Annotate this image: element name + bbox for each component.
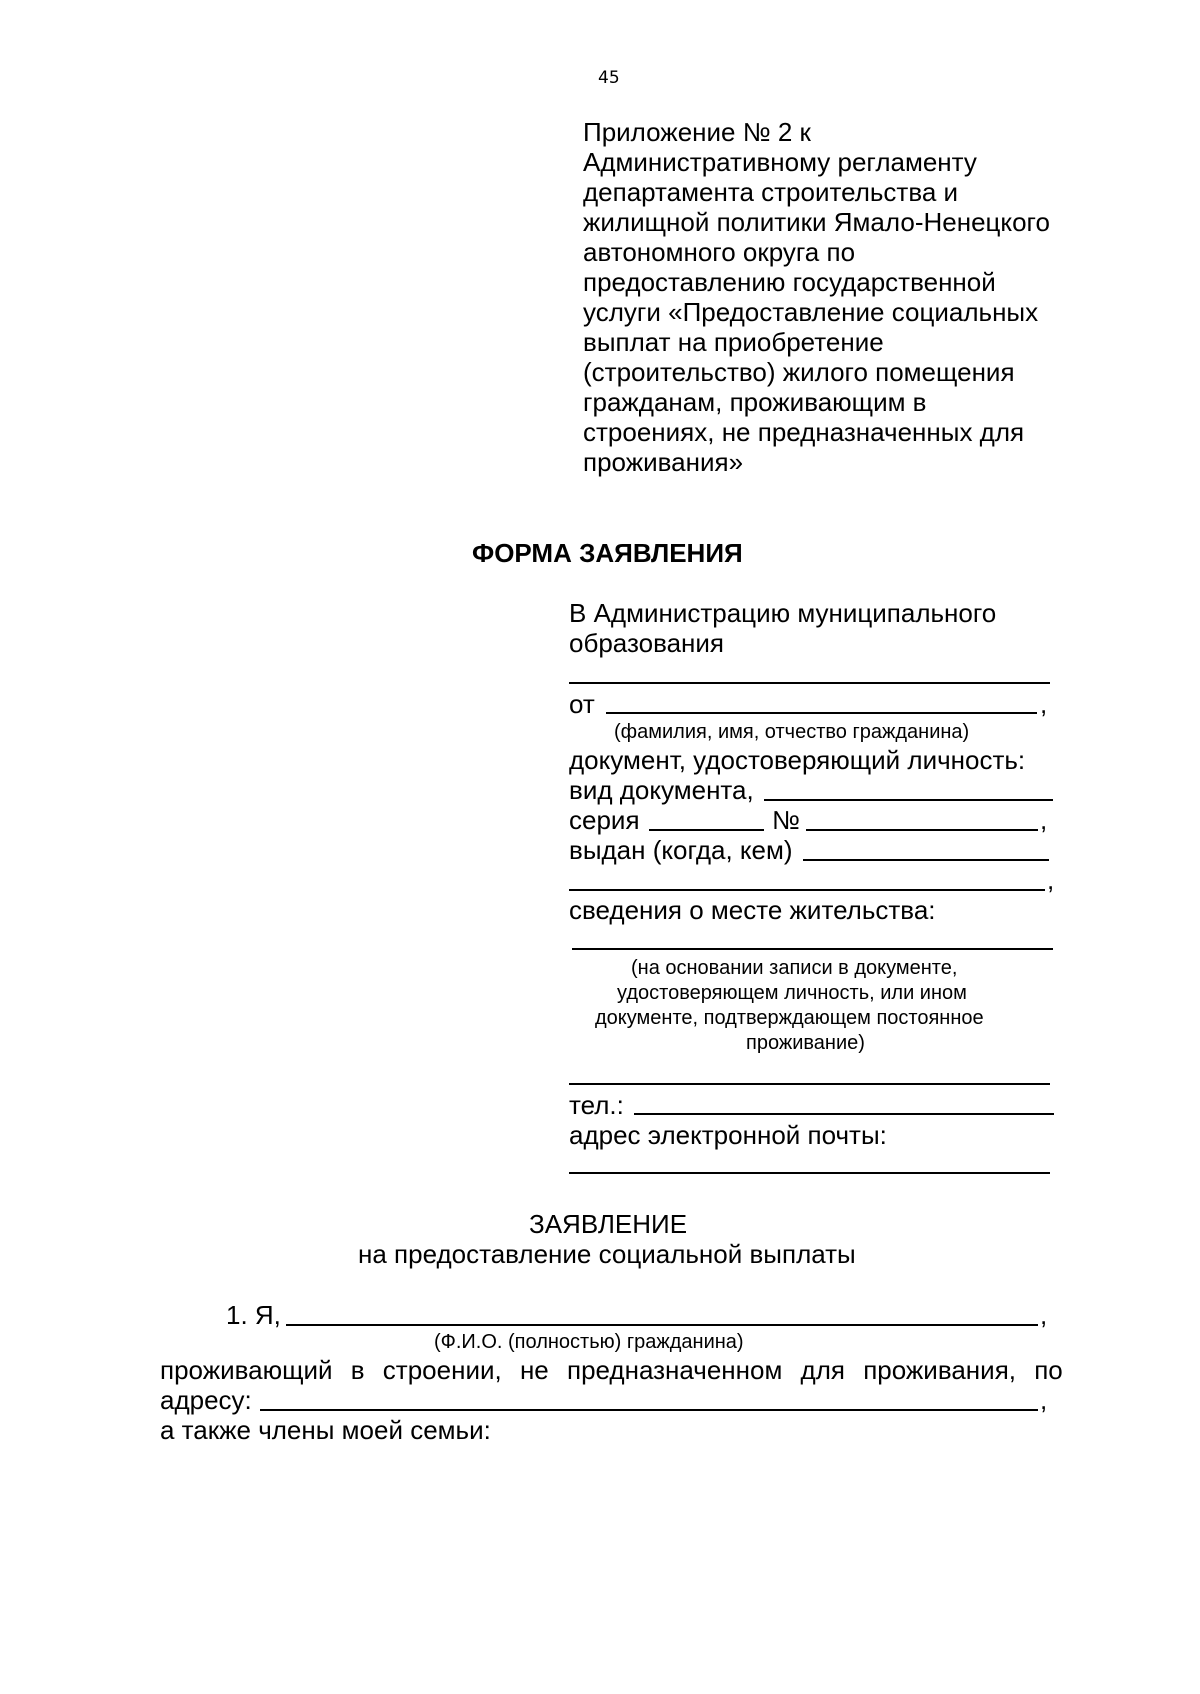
- form-title: ФОРМА ЗАЯВЛЕНИЯ: [472, 538, 743, 568]
- comma: ,: [1040, 689, 1048, 719]
- phone-label: тел.:: [569, 1090, 624, 1120]
- doc-type-field[interactable]: [764, 799, 1053, 801]
- issued-label: выдан (когда, кем): [569, 835, 793, 865]
- addressee-line: В Администрацию муниципального: [569, 598, 997, 628]
- statement-title: ЗАЯВЛЕНИЕ: [529, 1209, 688, 1239]
- issued-field[interactable]: [803, 859, 1049, 861]
- residence-hint-line: документе, подтверждающем постоянное: [595, 1007, 984, 1029]
- addressee-line: образования: [569, 628, 725, 658]
- comma: ,: [1047, 865, 1055, 895]
- phone-field[interactable]: [634, 1113, 1054, 1115]
- appendix-line: Приложение № 2 к: [583, 117, 811, 147]
- item1-label: 1. Я,: [226, 1300, 281, 1330]
- applicant-name-field[interactable]: [606, 712, 1037, 714]
- number-field[interactable]: [806, 829, 1038, 831]
- number-label: №: [772, 805, 800, 835]
- full-name-hint: (Ф.И.О. (полностью) гражданина): [434, 1331, 744, 1353]
- municipality-field[interactable]: [569, 682, 1050, 684]
- page-number: 45: [598, 68, 620, 88]
- appendix-line: проживания»: [583, 447, 744, 477]
- appendix-line: строениях, не предназначенных для: [583, 417, 1025, 447]
- appendix-line: услуги «Предоставление социальных: [583, 297, 1039, 327]
- appendix-line: жилищной политики Ямало-Ненецкого: [583, 207, 1050, 237]
- appendix-line: автономного округа по: [583, 237, 856, 267]
- email-label: адрес электронной почты:: [569, 1120, 887, 1150]
- appendix-line: предоставлению государственной: [583, 267, 996, 297]
- family-members-line: а также члены моей семьи:: [160, 1415, 491, 1445]
- address-label: адресу:: [160, 1385, 252, 1415]
- residence-label: сведения о месте жительства:: [569, 895, 936, 925]
- appendix-line: департамента строительства и: [583, 177, 959, 207]
- residence-hint-line: проживание): [746, 1032, 865, 1054]
- residence-field-continued[interactable]: [569, 1083, 1050, 1085]
- series-label: серия: [569, 805, 640, 835]
- appendix-line: гражданам, проживающим в: [583, 387, 927, 417]
- from-label: от: [569, 689, 595, 719]
- doc-type-label: вид документа,: [569, 775, 754, 805]
- residence-hint-line: удостоверяющем личность, или ином: [617, 982, 967, 1004]
- appendix-line: Административному регламенту: [583, 147, 977, 177]
- appendix-line: выплат на приобретение: [583, 327, 884, 357]
- appendix-line: (строительство) жилого помещения: [583, 357, 1015, 387]
- id-document-label: документ, удостоверяющий личность:: [569, 745, 1026, 775]
- email-field[interactable]: [569, 1172, 1050, 1174]
- residence-hint-line: (на основании записи в документе,: [631, 957, 958, 979]
- issued-field-continued[interactable]: [569, 889, 1045, 891]
- address-field[interactable]: [260, 1409, 1038, 1411]
- comma: ,: [1040, 805, 1048, 835]
- series-field[interactable]: [649, 829, 764, 831]
- residing-line: проживающий в строении, не предназначенном для проживания, по: [160, 1355, 1063, 1385]
- statement-subtitle: на предоставление социальной выплаты: [358, 1239, 856, 1269]
- comma: ,: [1040, 1300, 1048, 1330]
- comma: ,: [1040, 1385, 1048, 1415]
- fio-hint: (фамилия, имя, отчество гражданина): [614, 721, 970, 743]
- full-name-field[interactable]: [286, 1324, 1038, 1326]
- residence-field[interactable]: [572, 948, 1053, 950]
